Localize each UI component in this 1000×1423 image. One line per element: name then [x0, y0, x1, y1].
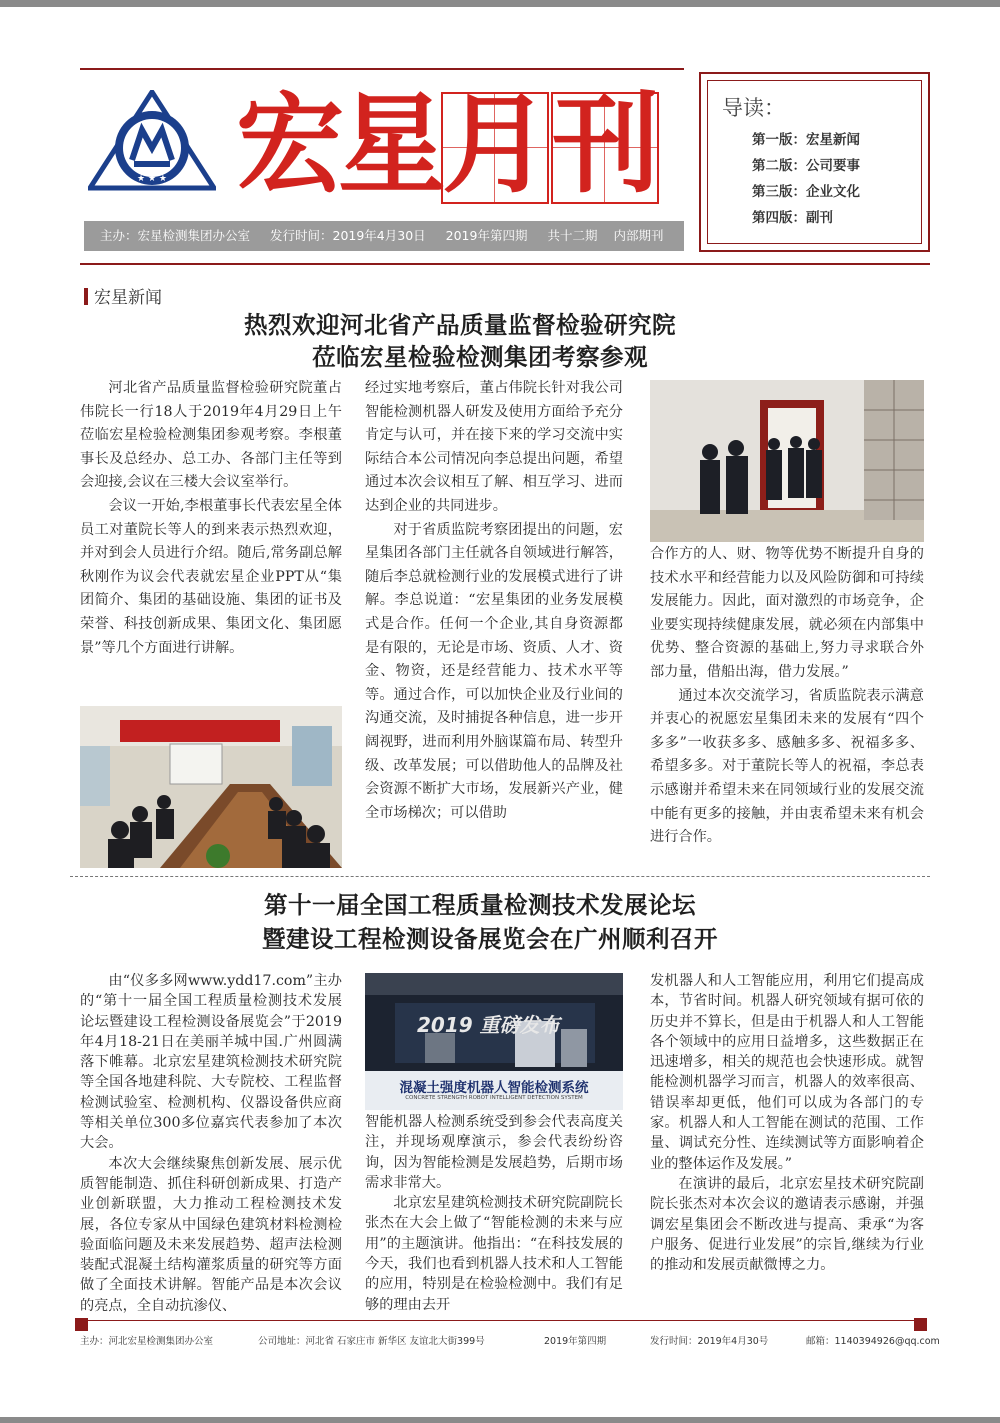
article2-col2-para1: 智能机器人检测系统受到参会代表高度关注，并现场观摩演示，参会代表纷纷咨询，因为智能检测是发展趋势，后期市场需求非常大。	[365, 1114, 623, 1191]
footer-issue: 2019年第四期	[544, 1336, 607, 1347]
article1-col1-para2: 会议一开始,李根董事长代表宏星全体员工对董院长等人的到来表示热烈欢迎，并对到会人员进行介绍。随后,常务副总解秋刚作为议会代表就宏星企业PPT从“集团简介、集团的基础设施、集团的证书及荣誉、科技创新成果、集团文化、集团愿景”等几个方面进行讲解。	[80, 497, 342, 656]
article2-column-3	[650, 971, 924, 1315]
footer-rule	[80, 1320, 926, 1321]
article1-col2-para2: 对于省质监院考察团提出的问题，宏星集团各部门主任就各自领域进行解答，随后李总就检测行业的发展模式进行了讲解。李总说道：“宏星集团的业务发展模式是合作。任何一个企业,其自身资源都是有限的，无论是市场、资质、人才、资金、物资，还是经营能力、技术水平等等。通过合作，可以加快企业及行业间的沟通交流，及时捕捉各种信息，进一步开阔视野，进而利用外脑谋篇布局、转型升级、改革发展；可以借助他人的品牌及社会资源不断扩大市场，发展新兴产业，健全市场梯次；可以借助	[365, 521, 623, 821]
info-total: 共十二期	[547, 228, 598, 243]
article1-column-1	[80, 377, 342, 707]
article1-col3-para1: 合作方的人、财、物等优势不断提升自身的技术水平和经营能力以及风险防御和可持续发展能力。因此，面对激烈的市场竞争，企业要实现持续健康发展，就必须在内部集中优势、整合资源的基础上,努力寻求联合外部力量，借船出海，借力发展。”	[650, 546, 924, 680]
article2-headline-line2: 暨建设工程检测设备展览会在广州顺利召开	[262, 925, 718, 953]
guide-item-2: 第二版：公司要事	[752, 158, 860, 174]
footer-publish-time: 发行时间：2019年4月30号	[650, 1336, 769, 1347]
article1-visit-photo	[650, 380, 924, 542]
page-top-edge	[0, 0, 1000, 7]
article2-column-1	[80, 971, 342, 1315]
masthead-info-bar	[84, 221, 684, 251]
article2-col1-para1: 由“仪多多网www.ydd17.com”主办的“第十一届全国工程质量检测技术发展论坛暨建设工程检测设备展览会”于2019年4月18-21日在美丽羊城中国.广州圆满落下帷幕。北京宏星建筑检测技术研究院等全国各地建科院、大专院校、工程监督检测试验室、检测机构、仪器设备供应商等相关单位300多位嘉宾代表参加了本次大会。	[80, 973, 342, 1152]
section-tag: 宏星新闻	[84, 283, 162, 308]
guide-title: 导读：	[722, 96, 785, 120]
info-internal: 内部期刊	[613, 228, 664, 243]
article2-col1-para2: 本次大会继续聚焦创新发展、展示优质智能制造、抓住科研创新成果、打造产业创新联盟，大力推动工程检测技术发展，各位专家从中国绿色建筑材料检测检验面临问题及未来发展趋势、超声法检测装配式混凝土结构灌浆质量的研究等方面做了全面技术讲解。智能产品是本次会议的亮点，全自动抗渗仪、	[80, 1155, 342, 1314]
title-char-3: 月	[442, 82, 551, 208]
masthead-bottom-rule	[80, 263, 930, 265]
guide-item-4: 第四版：副刊	[752, 210, 833, 226]
photo-caption: 混凝土强度机器人智能检测系统	[399, 1080, 589, 1096]
article1-headline-line2: 莅临宏星检验检测集团考察参观	[312, 343, 648, 371]
guide-item-3: 第三版：企业文化	[752, 184, 860, 200]
article1-headline-line1: 热烈欢迎河北省产品质量监督检验研究院	[244, 311, 676, 339]
footer-sponsor: 主办：河北宏星检测集团办公室	[80, 1336, 214, 1347]
photo-banner-text: 2019 重磅发布	[417, 1013, 560, 1037]
article1-col1-para1: 河北省产品质量监督检验研究院董占伟院长一行18人于2019年4月29日上午莅临宏星检验检测集团参观考察。李根董事长及总经办、总工办、各部门主任等到会迎接,会议在三楼大会议室举行。	[80, 380, 342, 491]
article1-col2-para1: 经过实地考察后，董占伟院长针对我公司智能检测机器人研发及使用方面给予充分肯定与认可，并在接下来的学习交流中实际结合本公司情况向李总提出问题，希望通过本次会议相互了解、相互学习、进而达到企业的共同进步。	[365, 380, 623, 514]
svg-text:★ ★ ★: ★ ★ ★	[137, 174, 167, 184]
masthead-top-rule	[80, 68, 684, 70]
article2-headline-line1: 第十一届全国工程质量检测技术发展论坛	[264, 891, 696, 919]
title-char-2: 星	[338, 82, 447, 208]
article2-col2-para2: 北京宏星建筑检测技术研究院副院长张杰在大会上做了“智能检测的未来与应用”的主题演讲。他指出：“在科技发展的今天，我们也看到机器人技术和人工智能的应用，特别是在检验检测中。我们有足够的理由去开	[365, 1195, 623, 1313]
photo-caption-en: CONCRETE STRENGTH ROBOT INTELLIGENT DETECTION SYSTEM	[405, 1095, 583, 1101]
article1-meeting-photo	[80, 706, 342, 868]
article1-col3-para2: 通过本次交流学习，省质监院表示满意并衷心的祝愿宏星集团未来的发展有“四个多多”一收获多多、感触多多、祝福多多、希望多多。对于董院长等人的祝福，李总表示感谢并希望未来在同领域行业的发展交流中能有更多的接触，并由衷希望未来有机会进行合作。	[650, 687, 924, 846]
article1-column-2	[365, 377, 623, 871]
company-logo	[88, 90, 216, 192]
title-char-4: 刊	[552, 82, 661, 208]
article2-product-photo	[365, 973, 623, 1110]
article2-column-2	[365, 1112, 623, 1315]
footer-email: 邮箱：1140394926@qq.com	[806, 1336, 940, 1347]
article2-col3-para1: 发机器人和人工智能应用，利用它们提高成本，节省时间。机器人研究领域有据可依的历史并不算长，但是由于机器人和人工智能各个领域中的应用日益增多，这些数据正在迅速增多，相关的规范也会快速形成。就智能检测机器学习而言，机器人的效率很高、错误率却更低，他们可以成为各部门的专家。机器人和人工智能在测试的范围、工作量、调试充分性、连续测试等方面影响着企业的整体运作及发展。”	[650, 973, 924, 1172]
title-char-1: 宏	[236, 82, 345, 208]
info-issue: 2019年第四期	[445, 228, 528, 243]
info-sponsor: 主办：宏星检测集团办公室	[100, 228, 251, 243]
page-bottom-edge	[0, 1417, 1000, 1423]
article2-col3-para2: 在演讲的最后，北京宏星技术研究院副院长张杰对本次会议的邀请表示感谢，并强调宏星集团会不断改进与提高、秉承“为客户服务、促进行业发展”的宗旨,继续为行业的推动和发展贡献微博之力。	[650, 1175, 924, 1274]
info-publish-time: 发行时间：2019年4月30日	[270, 228, 426, 243]
guide-item-1: 第一版：宏星新闻	[752, 132, 860, 148]
masthead-title	[236, 82, 676, 208]
article1-column-3	[650, 543, 924, 871]
footer-square-right	[914, 1318, 927, 1331]
article-separator	[70, 876, 930, 877]
footer-address: 公司地址：河北省 石家庄市 新华区 友谊北大街399号	[258, 1336, 485, 1347]
